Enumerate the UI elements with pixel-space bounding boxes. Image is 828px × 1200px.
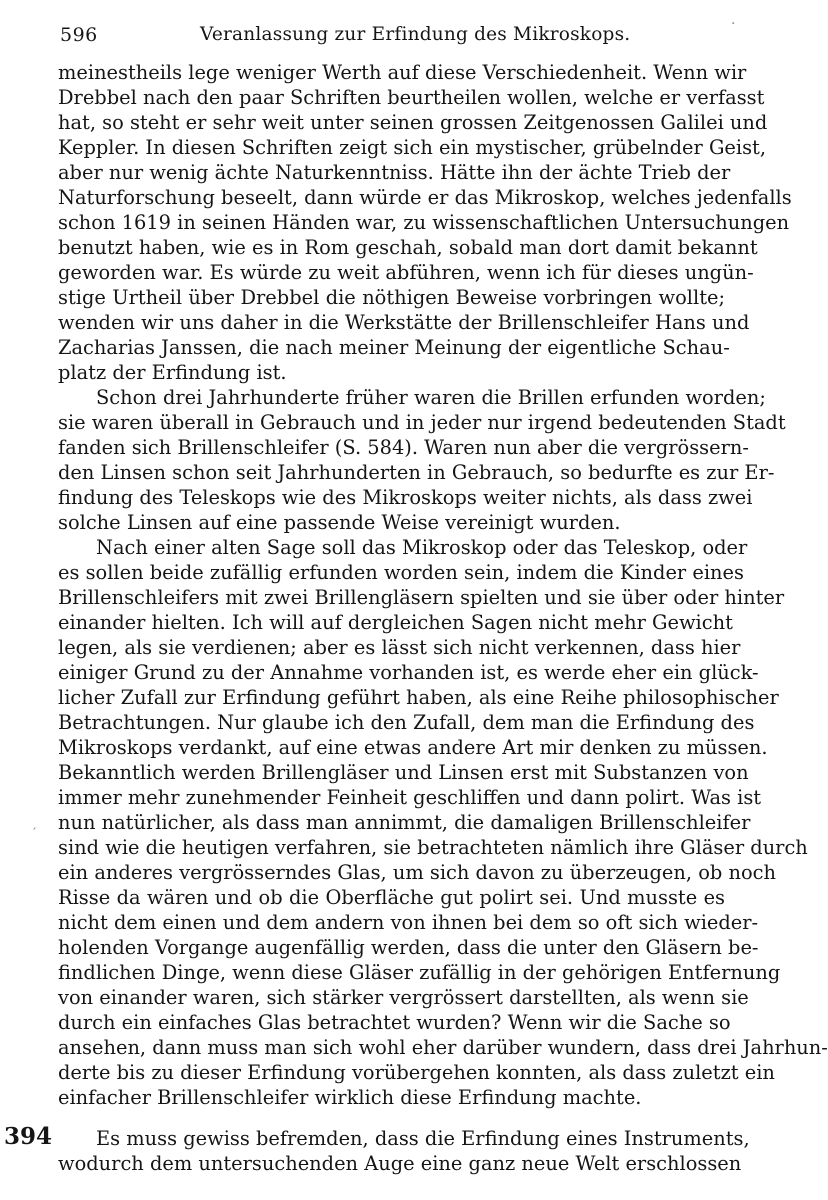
text-line: solche Linsen auf eine passende Weise vereinigt wurden.: [58, 511, 621, 534]
text-line: ansehen, dann muss man sich wohl eher darüber wundern, dass drei Jahrhun-: [58, 1036, 828, 1059]
text-line: von einander waren, sich stärker vergrössert darstellten, als wenn sie: [58, 986, 749, 1009]
text-line: aber nur wenig ächte Naturkenntniss. Hätte ihn der ächte Trieb der: [58, 161, 731, 184]
margin-section-number: 394: [4, 1123, 53, 1150]
text-line: einfacher Brillenschleifer wirklich diese Erfindung machte.: [58, 1086, 642, 1109]
text-line: meinestheils lege weniger Werth auf diese Verschiedenheit. Wenn wir: [58, 61, 747, 84]
text-line: Schon drei Jahrhunderte früher waren die Brillen erfunden worden;: [96, 386, 766, 409]
text-line: platz der Erfindung ist.: [58, 361, 287, 384]
text-line: Nach einer alten Sage soll das Mikroskop oder das Teleskop, oder: [96, 536, 748, 559]
text-line: den Linsen schon seit Jahrhunderten in Gebrauch, so bedurfte es zur Er-: [58, 461, 775, 484]
text-line: findlichen Dinge, wenn diese Gläser zufällig in der gehörigen Entfernung: [58, 961, 781, 984]
text-line: geworden war. Es würde zu weit abführen, wenn ich für dieses ungün-: [58, 261, 754, 284]
text-line: Betrachtungen. Nur glaube ich den Zufall, dem man die Erfindung des: [58, 711, 755, 734]
text-line: derte bis zu dieser Erfindung vorübergehen konnten, als dass zuletzt ein: [58, 1061, 775, 1084]
text-line: legen, als sie verdienen; aber es lässt sich nicht verkennen, dass hier: [58, 636, 741, 659]
text-line: Es muss gewiss befremden, dass die Erfindung eines Instruments,: [96, 1127, 750, 1150]
text-line: ein anderes vergrösserndes Glas, um sich davon zu überzeugen, ob noch: [58, 861, 776, 884]
text-line: einander hielten. Ich will auf dergleichen Sagen nicht mehr Gewicht: [58, 611, 733, 634]
text-line: nun natürlicher, als dass man annimmt, die damaligen Brillenschleifer: [58, 811, 751, 834]
running-title: Veranlassung zur Erfindung des Mikroskops.: [200, 24, 631, 45]
text-line: Drebbel nach den paar Schriften beurtheilen wollen, welche er verfasst: [58, 86, 765, 109]
text-line: schon 1619 in seinen Händen war, zu wissenschaftlichen Untersuchungen: [58, 211, 790, 234]
text-line: Brillenschleifers mit zwei Brillengläsern spielten und sie über oder hinter: [58, 586, 785, 609]
text-line: es sollen beide zufällig erfunden worden sein, indem die Kinder eines: [58, 561, 744, 584]
text-line: sind wie die heutigen verfahren, sie betrachteten nämlich ihre Gläser durch: [58, 836, 808, 859]
text-line: durch ein einfaches Glas betrachtet wurden? Wenn wir die Sache so: [58, 1011, 731, 1034]
text-line: Zacharias Janssen, die nach meiner Meinung der eigentliche Schau-: [58, 336, 730, 359]
text-line: sie waren überall in Gebrauch und in jeder nur irgend bedeutenden Stadt: [58, 411, 786, 434]
text-line: einiger Grund zu der Annahme vorhanden ist, es werde eher ein glück-: [58, 661, 759, 684]
text-line: holenden Vorgange augenfällig werden, dass die unter den Gläsern be-: [58, 936, 759, 959]
text-line: Risse da wären und ob die Oberfläche gut polirt sei. Und musste es: [58, 886, 725, 909]
text-line: Bekanntlich werden Brillengläser und Linsen erst mit Substanzen von: [58, 761, 749, 784]
text-line: Keppler. In diesen Schriften zeigt sich ein mystischer, grübelnder Geist,: [58, 136, 767, 159]
print-speck: ·: [731, 16, 736, 32]
text-line: benutzt haben, wie es in Rom geschah, sobald man dort damit bekannt: [58, 236, 758, 259]
page-header: [60, 24, 700, 52]
text-line: wenden wir uns daher in die Werkstätte der Brillenschleifer Hans und: [58, 311, 750, 334]
text-line: Naturforschung beseelt, dann würde er das Mikroskop, welches jedenfalls: [58, 186, 792, 209]
page-number: 596: [60, 24, 98, 46]
text-line: findung des Teleskops wie des Mikroskops weiter nichts, als dass zwei: [58, 486, 753, 509]
text-line: wodurch dem untersuchenden Auge eine ganz neue Welt erschlossen: [58, 1152, 742, 1175]
print-speck: ′: [33, 826, 37, 842]
text-line: nicht dem einen und dem andern von ihnen bei dem so oft sich wieder-: [58, 911, 759, 934]
text-line: licher Zufall zur Erfindung geführt haben, als eine Reihe philosophischer: [58, 686, 779, 709]
text-line: hat, so steht er sehr weit unter seinen grossen Zeitgenossen Galilei und: [58, 111, 768, 134]
text-line: Mikroskops verdankt, auf eine etwas andere Art mir denken zu müssen.: [58, 736, 768, 759]
text-line: immer mehr zunehmender Feinheit geschliffen und dann polirt. Was ist: [58, 786, 762, 809]
text-line: fanden sich Brillenschleifer (S. 584). Waren nun aber die vergrössern-: [58, 436, 749, 459]
text-line: stige Urtheil über Drebbel die nöthigen Beweise vorbringen wollte;: [58, 286, 725, 309]
